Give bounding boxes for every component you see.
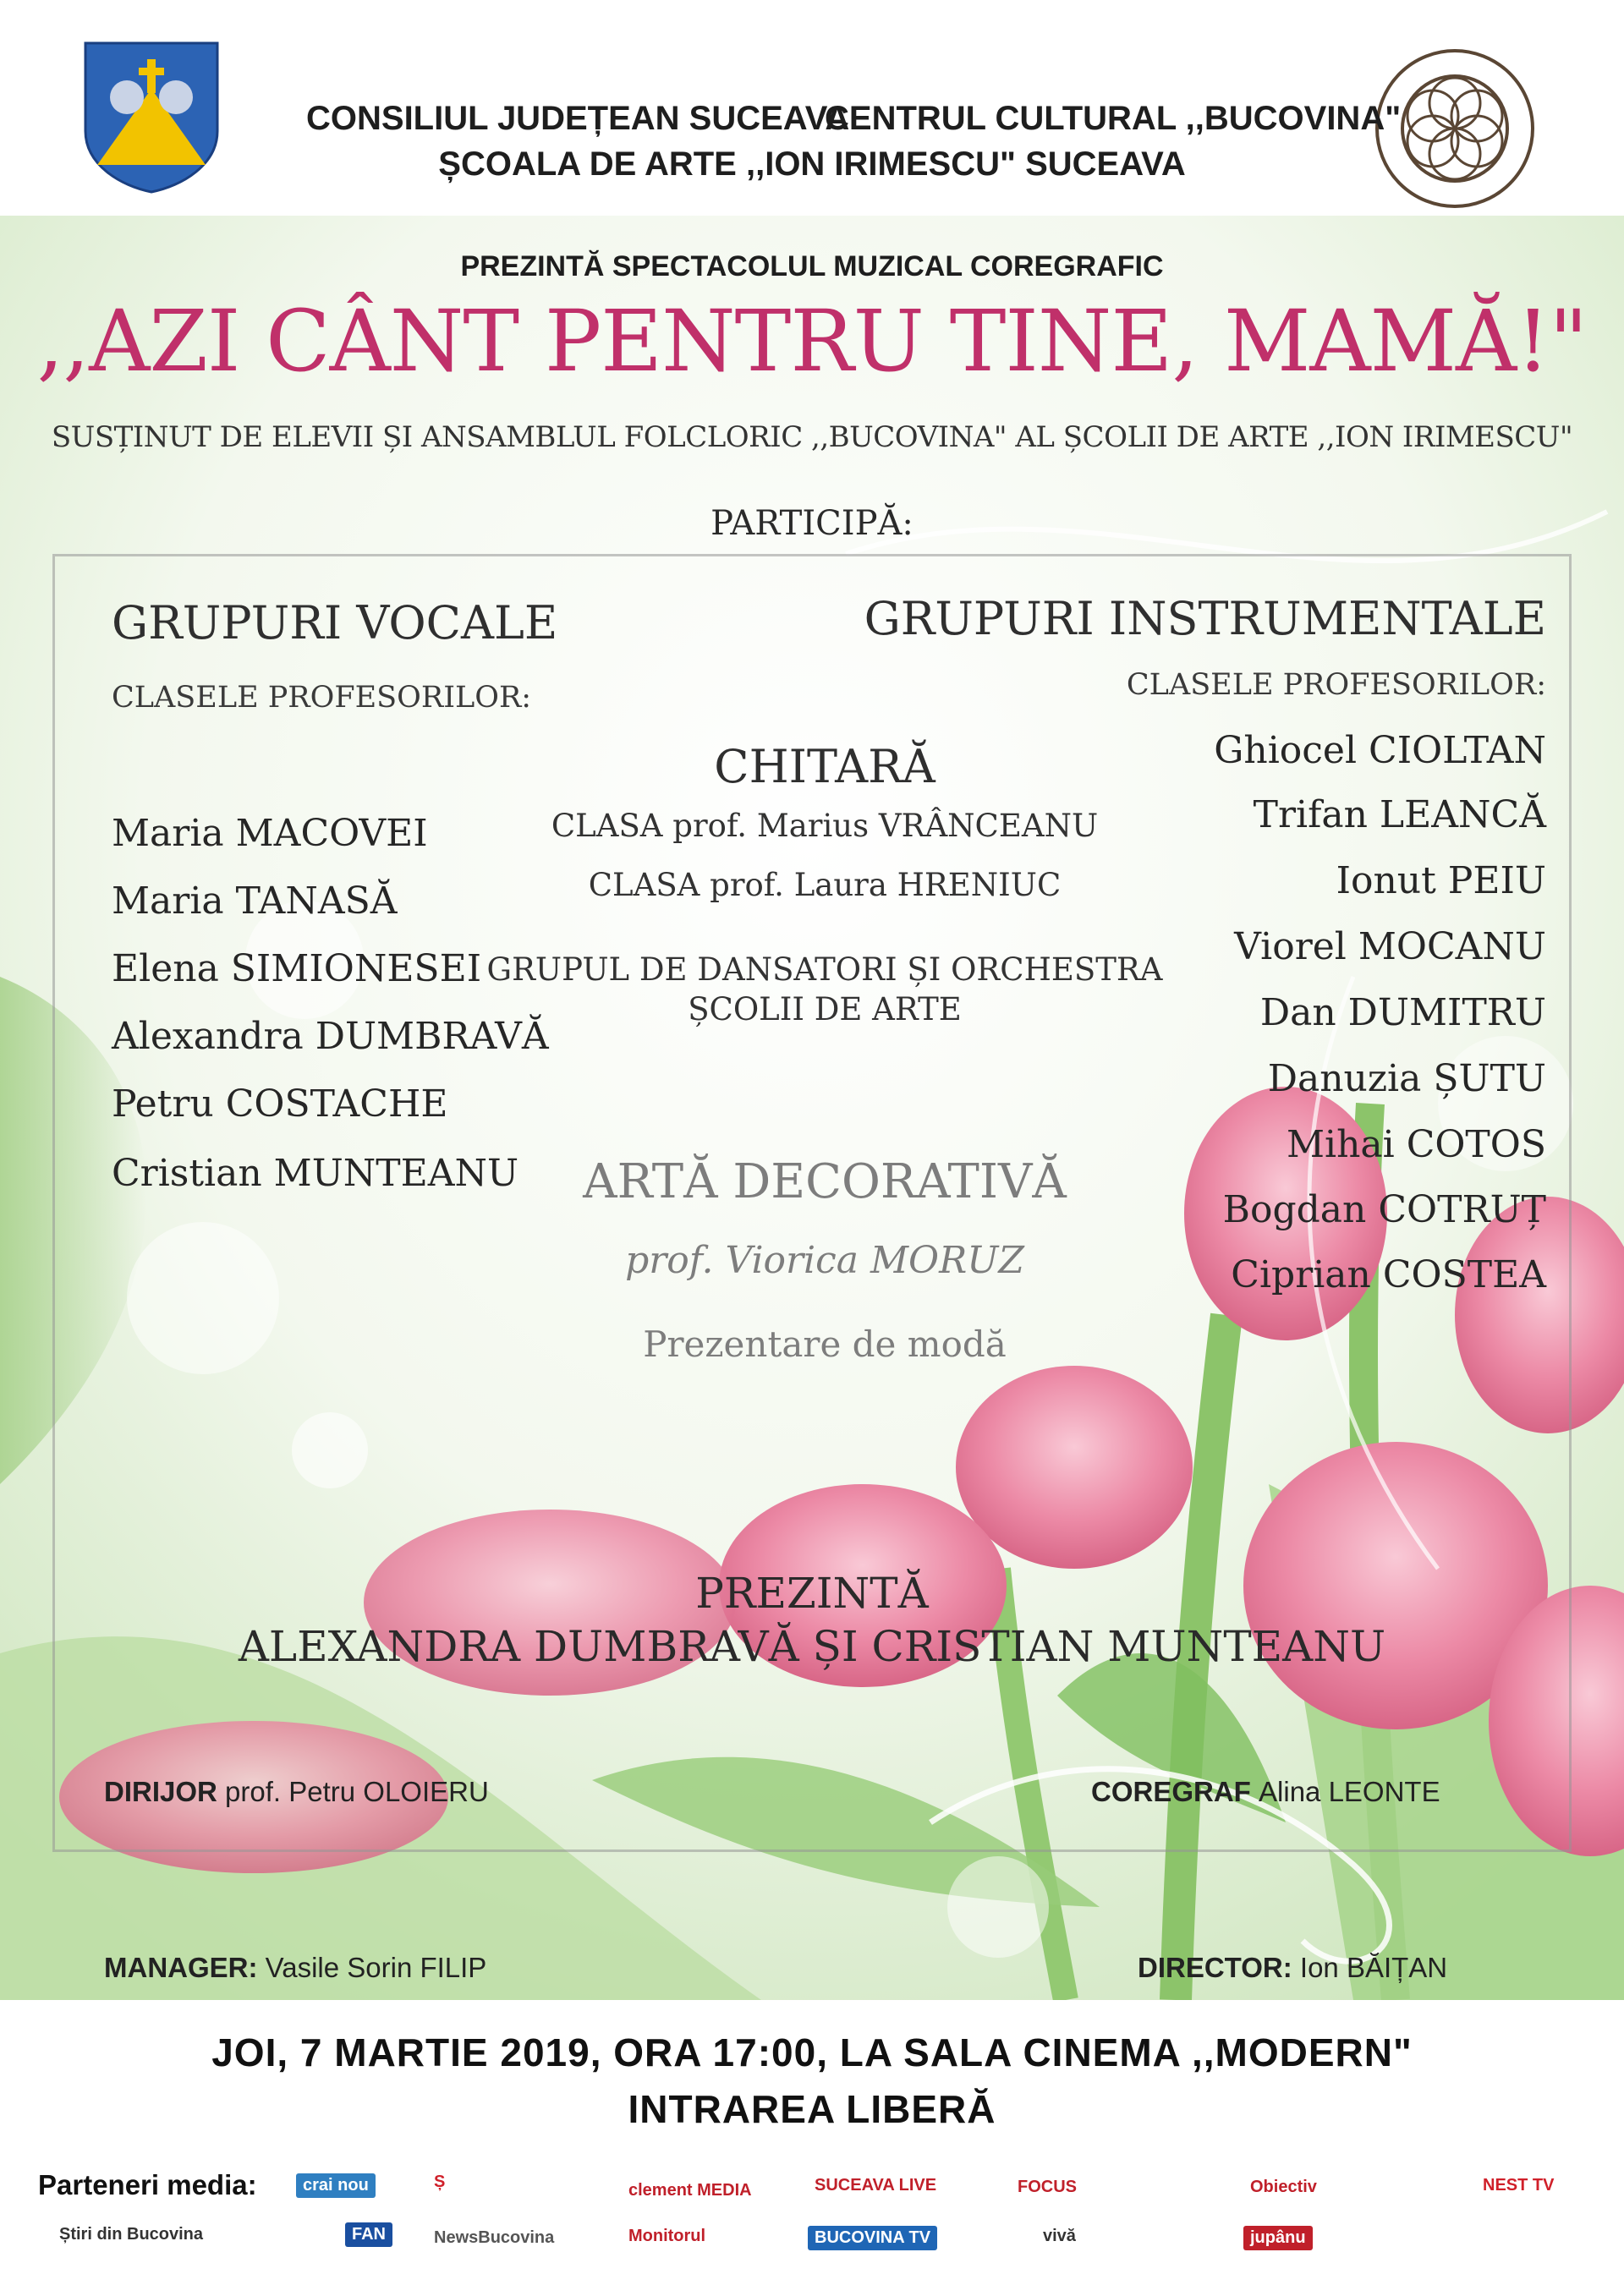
vocal-teacher: Maria MACOVEI (112, 812, 428, 855)
vocal-classes-label: CLASELE PROFESORILOR: (112, 681, 532, 715)
manager-name: Vasile Sorin FILIP (265, 1952, 487, 1983)
director-name: Ion BĂIȚAN (1299, 1952, 1448, 1983)
conductor-label: DIRIJOR (104, 1776, 217, 1807)
dancers-line-1: GRUPUL DE DANSATORI ȘI ORCHESTRA (486, 951, 1163, 988)
guitar-heading: CHITARĂ (714, 740, 935, 793)
media-partner-logo: crai nou (296, 2173, 376, 2198)
vocal-teacher: Alexandra DUMBRAVĂ (112, 1015, 549, 1058)
instrumental-teacher: Danuzia ȘUTU (1267, 1057, 1546, 1100)
event-date-venue: JOI, 7 MARTIE 2019, ORA 17:00, LA SALA CINEMA ,,MODERN" (211, 2030, 1413, 2074)
choreographer-name: Alina LEONTE (1259, 1776, 1440, 1807)
show-title: ,,AZI CÂNT PENTRU TINE, MAMĂ!" (36, 292, 1588, 391)
media-partner-logo: jupânu (1243, 2226, 1313, 2250)
instrumental-teacher: Ghiocel CIOLTAN (1214, 729, 1546, 772)
media-partner-logo: BUCOVINA TV (808, 2226, 937, 2250)
participants-heading: PARTICIPĂ: (710, 504, 914, 543)
director-credit (1138, 1952, 1447, 1984)
presenters-names: ALEXANDRA DUMBRAVĂ ȘI CRISTIAN MUNTEANU (238, 1622, 1386, 1671)
media-partner-logo: Obiectiv (1250, 2178, 1317, 2196)
vocal-teacher: Maria TANASĂ (112, 879, 398, 923)
media-partner-logo: FAN (345, 2222, 392, 2247)
header-cultural-center: CENTRUL CULTURAL ,,BUCOVINA" (825, 100, 1402, 137)
director-label: DIRECTOR: (1138, 1952, 1292, 1983)
instrumental-teacher: Viorel MOCANU (1234, 925, 1546, 968)
fashion-show: Prezentare de modă (643, 1323, 1007, 1365)
vocal-teacher: Elena SIMIONESEI (112, 947, 482, 990)
media-partner-logo: FOCUS (1018, 2178, 1077, 2196)
decorative-art-teacher: prof. Viorica MORUZ (625, 1239, 1024, 1282)
instrumental-teacher: Bogdan COTRUȚ (1222, 1188, 1546, 1231)
show-subtitle: SUSȚINUT DE ELEVII ȘI ANSAMBLUL FOLCLORIC ,,BUCOVINA" AL ȘCOLII DE ARTE ,,ION IRIMESCU" (51, 420, 1573, 454)
vocal-teacher: Cristian MUNTEANU (112, 1152, 519, 1195)
intro-line: PREZINTĂ SPECTACOLUL MUZICAL COREGRAFIC (460, 250, 1164, 282)
instrumental-groups-heading: GRUPURI INSTRUMENTALE (864, 592, 1546, 645)
guitar-class-2: CLASA prof. Laura HRENIUC (588, 867, 1062, 903)
instrumental-teacher: Mihai COTOS (1286, 1123, 1546, 1166)
vocal-groups-heading: GRUPURI VOCALE (112, 596, 558, 649)
media-partner-logo: NEST TV (1483, 2176, 1555, 2195)
media-partner-logo: NewsBucovina (434, 2228, 555, 2247)
choreographer-credit (1091, 1776, 1440, 1808)
manager-credit (104, 1952, 486, 1984)
manager-label: MANAGER: (104, 1952, 258, 1983)
guitar-class-1: CLASA prof. Marius VRÂNCEANU (551, 808, 1099, 844)
conductor-name: prof. Petru OLOIERU (225, 1776, 489, 1807)
header-council: CONSILIUL JUDEȚEAN SUCEAVA (306, 100, 850, 137)
media-partners-label: Parteneri media: (38, 2169, 257, 2200)
instrumental-teacher: Dan DUMITRU (1259, 991, 1546, 1034)
instrumental-teacher: Ionut PEIU (1336, 859, 1546, 902)
media-partner-logo: SUCEAVA LIVE (815, 2176, 937, 2195)
instrumental-classes-label: CLASELE PROFESORILOR: (1126, 668, 1546, 702)
vocal-teacher: Petru COSTACHE (112, 1082, 448, 1126)
choreographer-label: COREGRAF (1091, 1776, 1251, 1807)
media-partner-logo: clement MEDIA (628, 2181, 752, 2200)
header-art-school: ȘCOALA DE ARTE ,,ION IRIMESCU" SUCEAVA (438, 145, 1186, 183)
instrumental-teacher: Trifan LEANCĂ (1253, 793, 1546, 836)
decorative-art-heading: ARTĂ DECORATIVĂ (583, 1154, 1067, 1209)
presenters-label: PREZINTĂ (695, 1569, 929, 1618)
media-partner-logo: vivă (1043, 2227, 1076, 2245)
media-partner-logo: Ș (434, 2173, 446, 2191)
free-entry: INTRAREA LIBERĂ (628, 2087, 996, 2131)
instrumental-teacher: Ciprian COSTEA (1231, 1253, 1546, 1296)
conductor-credit (104, 1776, 489, 1808)
media-partner-logo: Monitorul (628, 2227, 706, 2245)
dancers-line-2: ȘCOLII DE ARTE (688, 991, 962, 1027)
coat-of-arms-icon (80, 38, 222, 195)
media-partner-logo: Știri din Bucovina (59, 2225, 204, 2244)
